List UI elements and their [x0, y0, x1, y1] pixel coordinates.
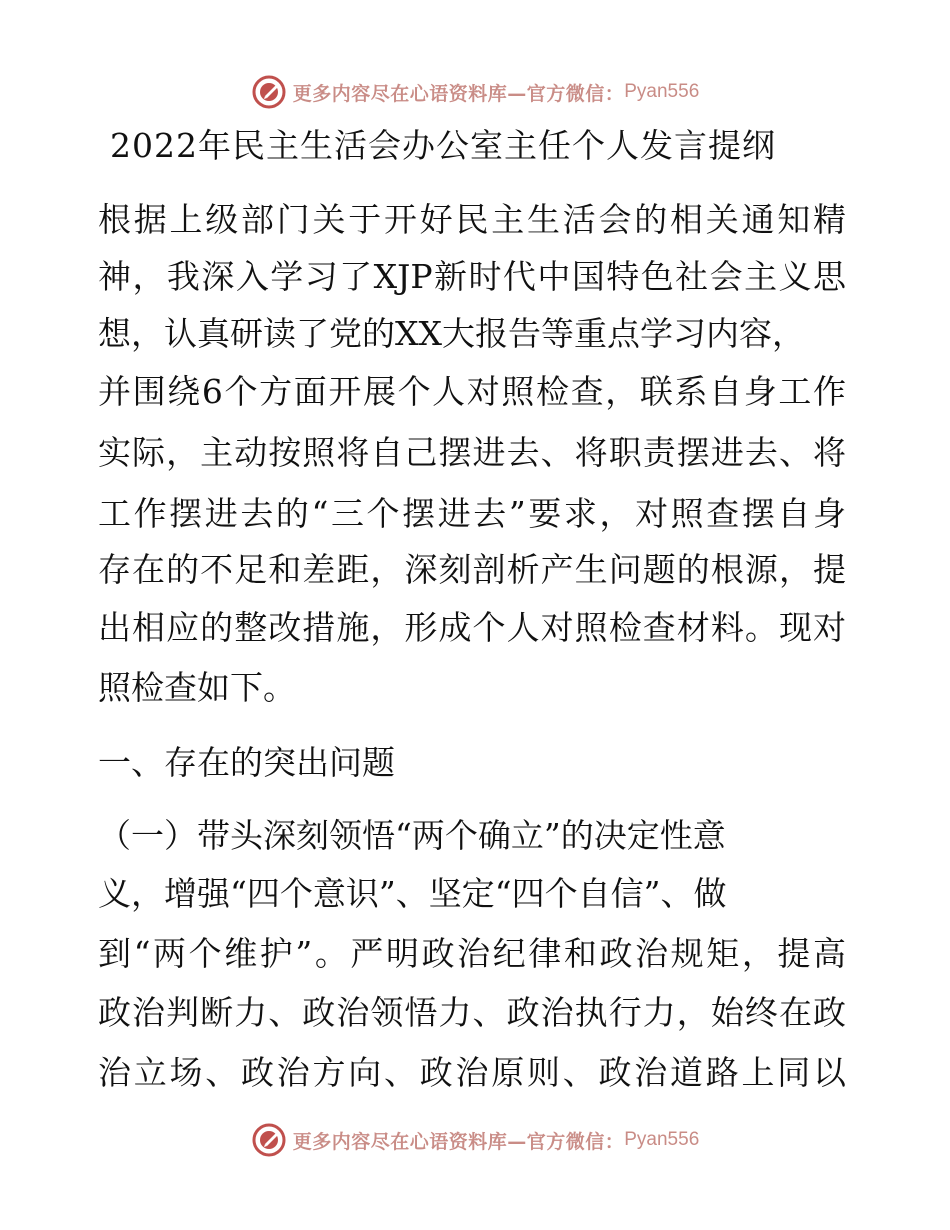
body-line: 根据上级部门关于开好民主生活会的相关通知精: [98, 200, 846, 239]
watermark-footer: [0, 1120, 950, 1160]
body-line: 政治判断力、政治领悟力、政治执行力，始终在政: [98, 993, 846, 1032]
watermark-text: 更多内容尽在心语资料库—官方微信：: [292, 1130, 625, 1153]
body-line: 到“两个维护”。严明政治纪律和政治规矩，提高: [98, 934, 846, 973]
body-line: 实际，主动按照将自己摆进去、将职责摆进去、将: [98, 433, 846, 472]
pen-logo-icon: [251, 1122, 287, 1158]
body-line: 神，我深入学习了XJP新时代中国特色社会主义思: [98, 257, 846, 296]
watermark-wechat-id: Pyan556: [624, 1129, 700, 1150]
section-heading: 一、存在的突出问题: [98, 743, 395, 782]
body-line: 想，认真研读了党的XX大报告等重点学习内容，: [98, 314, 805, 353]
pen-logo-icon: [251, 74, 287, 110]
body-line: 存在的不足和差距，深刻剖析产生问题的根源，提: [98, 550, 846, 589]
body-line: 照检查如下。: [98, 668, 296, 707]
body-line: 并围绕6个方面开展个人对照检查，联系自身工作: [98, 372, 846, 411]
subsection-heading: （一）带头深刻领悟“两个确立”的决定性意: [98, 816, 726, 855]
watermark-text: 更多内容尽在心语资料库—官方微信：: [292, 82, 625, 105]
body-line: 出相应的整改措施，形成个人对照检查材料。现对: [98, 608, 846, 647]
body-line: 治立场、政治方向、政治原则、政治道路上同以: [98, 1053, 846, 1092]
watermark-header: [0, 72, 950, 112]
body-line: 义，增强“四个意识”、坚定“四个自信”、做: [98, 874, 727, 913]
watermark-wechat-id: Pyan556: [624, 81, 700, 102]
body-line: 工作摆进去的“三个摆进去”要求，对照查摆自身: [98, 494, 846, 533]
document-title: 2022年民主生活会办公室主任个人发言提纲: [110, 126, 776, 165]
